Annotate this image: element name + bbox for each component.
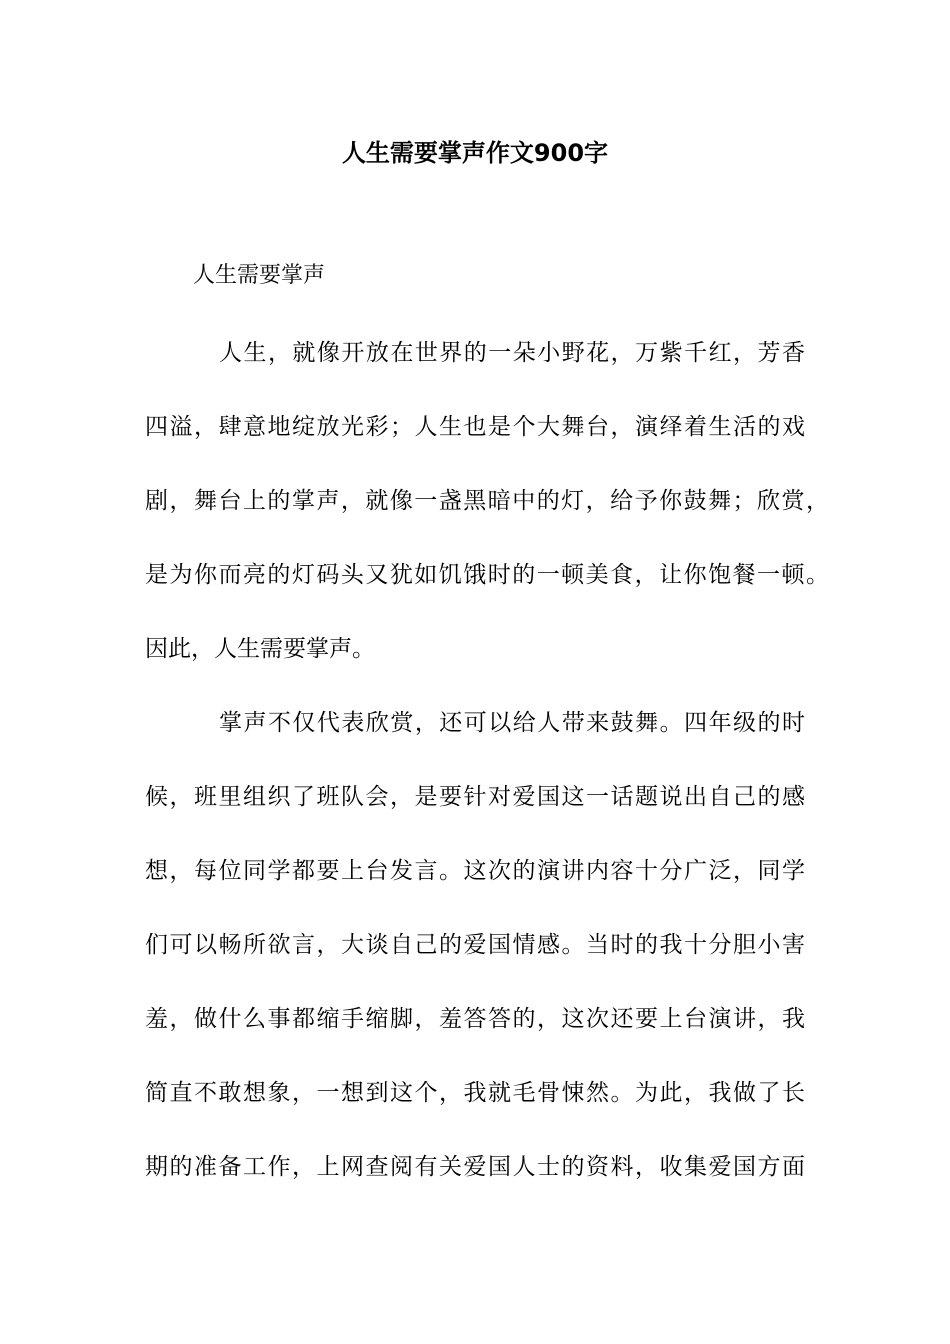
paragraph-line: 候，班里组织了班队会，是要针对爱国这一话题说出自己的感 — [145, 784, 805, 810]
paragraph-line: 掌声不仅代表欣赏，还可以给人带来鼓舞。四年级的时 — [219, 710, 805, 736]
paragraph-line: 是为你而亮的灯码头又犹如饥饿时的一顿美食，让你饱餐一顿。 — [145, 562, 829, 588]
document-title: 人生需要掌声作文900字 — [341, 139, 609, 167]
paragraph-line: 们可以畅所欲言，大谈自己的爱国情感。当时的我十分胆小害 — [145, 932, 805, 958]
document-body — [145, 331, 835, 1219]
paragraph-line: 羞，做什么事都缩手缩脚，羞答答的，这次还要上台演讲，我 — [145, 1006, 805, 1032]
paragraph-line: 人生，就像开放在世界的一朵小野花，万紫千红，芳香 — [219, 340, 805, 366]
paragraph-line: 四溢，肆意地绽放光彩；人生也是个大舞台，演绎着生活的戏 — [145, 414, 805, 440]
paragraph-line: 因此，人生需要掌声。 — [145, 636, 375, 662]
paragraph-line: 简直不敢想象，一想到这个，我就毛骨悚然。为此，我做了长 — [145, 1080, 805, 1106]
document-subtitle: 人生需要掌声 — [193, 263, 326, 288]
paragraph-line: 想，每位同学都要上台发言。这次的演讲内容十分广泛，同学 — [145, 858, 805, 884]
paragraph-line: 剧，舞台上的掌声，就像一盏黑暗中的灯，给予你鼓舞；欣赏， — [145, 488, 829, 514]
paragraph-line: 期的准备工作，上网查阅有关爱国人士的资料，收集爱国方面 — [145, 1154, 805, 1180]
